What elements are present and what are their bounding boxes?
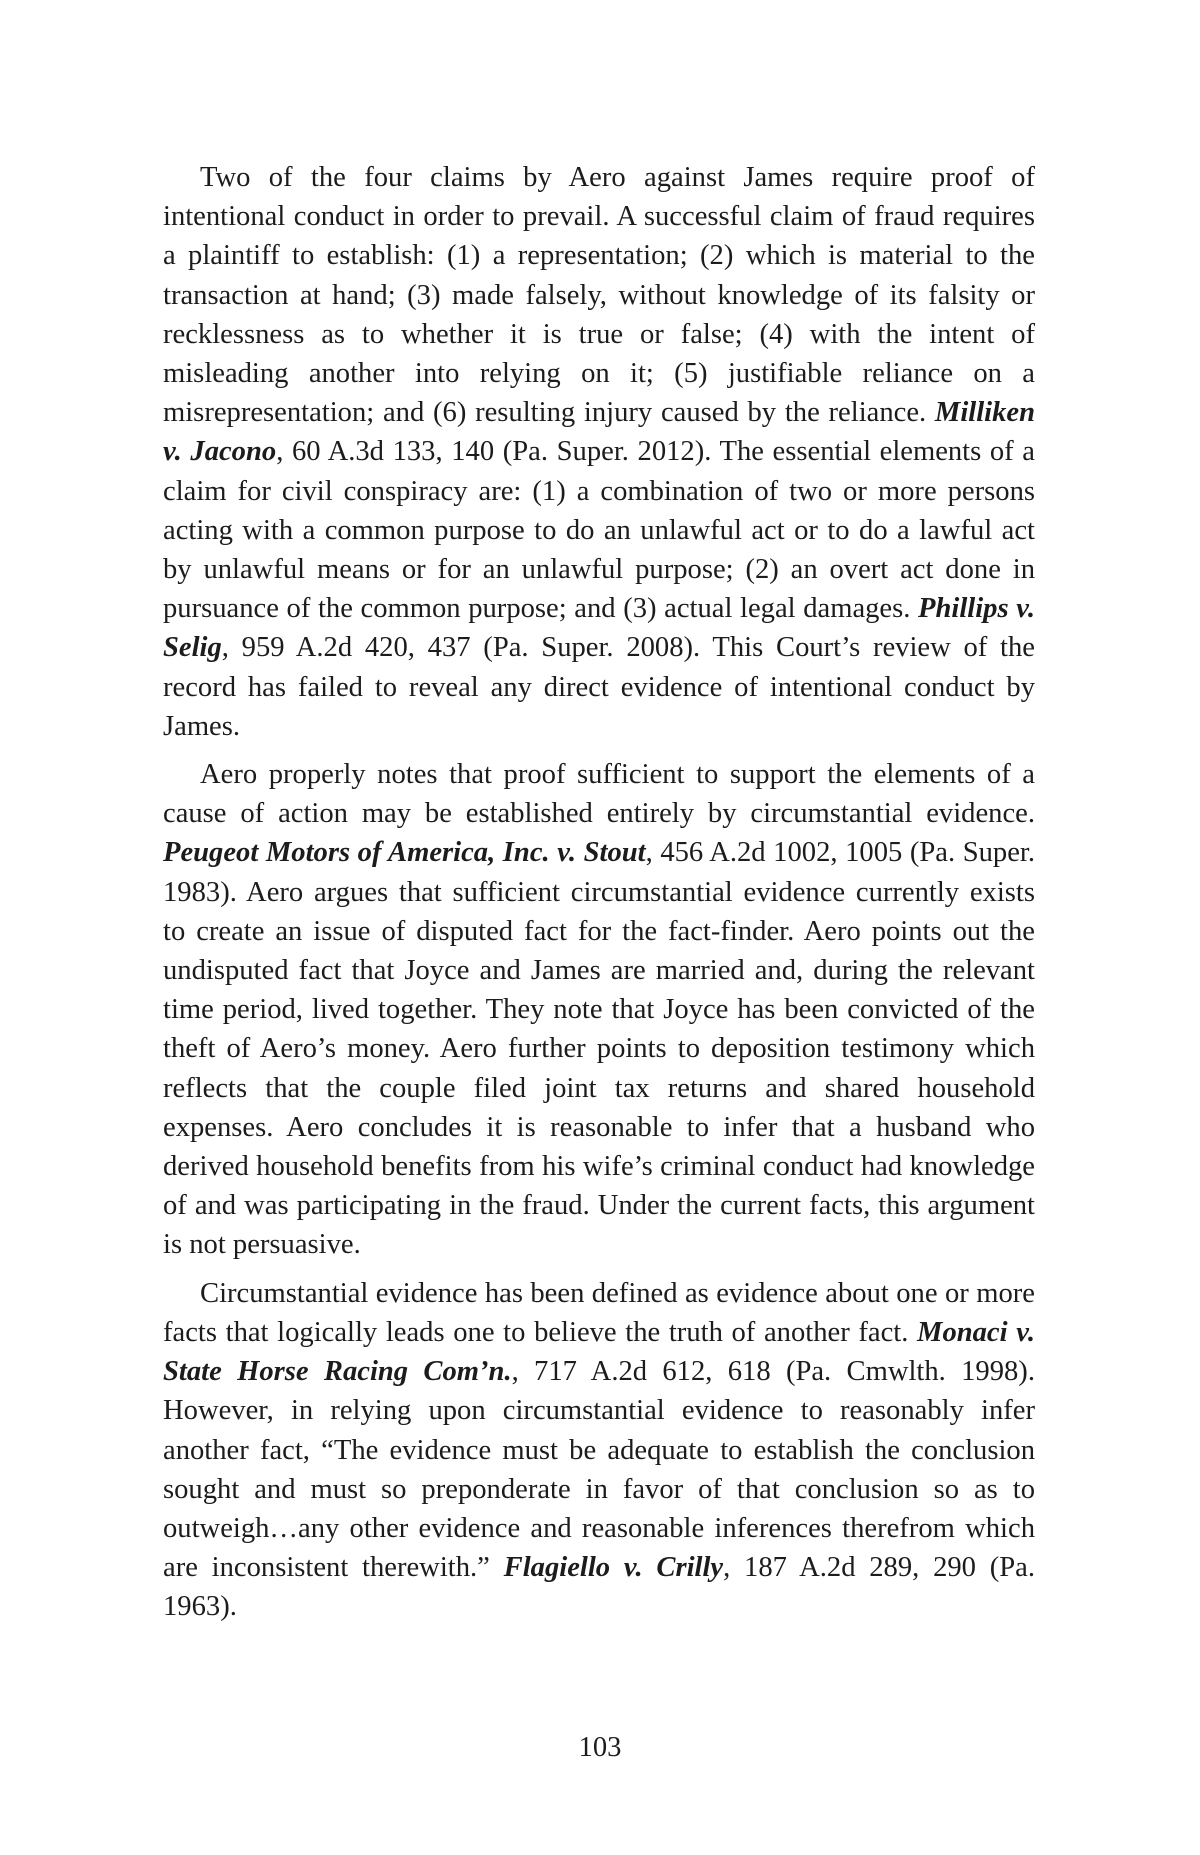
paragraph — [163, 755, 1035, 1265]
text-run: Aero properly notes that proof sufficient to support the elements of a cause of action may be established entirely by circumstantial evidence. — [163, 759, 1035, 830]
text-run: , 187 A.2d 289, 290 (Pa. 1963). — [163, 1552, 1035, 1623]
paragraph — [163, 158, 1035, 746]
case-citation: Phillips v. Selig — [163, 593, 1035, 664]
case-citation: Monaci v. State Horse Racing Com’n. — [163, 1316, 1035, 1388]
body-text — [163, 158, 1035, 1627]
text-run: Two of the four claims by Aero against James require proof of intentional conduct in order to prevail. A successful claim of fraud requires a plaintiff to establish: (1) a representation; (2) which is material to the transaction at hand; (3) made falsely, without knowledge of its falsity or recklessness as to whether it is true or false; (4) with the intent of misleading another into relying on it; (5) justifiable reliance on a misrepresentation; and (6) resulting injury caused by the reliance. — [163, 162, 1035, 429]
paragraph — [163, 1274, 1035, 1627]
text-run: , 60 A.3d 133, 140 (Pa. Super. 2012). The essential elements of a claim for civil conspiracy are: (1) a combination of two or more persons acting with a common purpose to do an unlawful act or to do a lawful act by unlawful means or for an unlawful purpose; (2) an overt act done in pursuance of the common purpose; and (3) actual legal damages. — [163, 436, 1036, 625]
case-citation: Milliken v. Jacono — [163, 397, 1035, 468]
case-citation: Flagiello v. Crilly — [503, 1552, 724, 1584]
page-number: 103 — [578, 1732, 622, 1763]
case-citation: Peugeot Motors of America, Inc. v. Stout — [163, 837, 646, 869]
text-run: Circumstantial evidence has been defined as evidence about one or more facts that logically leads one to believe the truth of another fact. — [163, 1277, 1035, 1348]
text-run: , 959 A.2d 420, 437 (Pa. Super. 2008). This Court’s review of the record has failed to reveal any direct evidence of intentional conduct by James. — [163, 632, 1035, 742]
text-run: , 456 A.2d 1002, 1005 (Pa. Super. 1983). Aero argues that sufficient circumstantial evidence currently exists to create an issue of disputed fact for the fact-finder. Aero points out the undisputed fact that Joyce and James are married and, during the relevant time period, lived together. They note that Joyce has been convicted of the theft of Aero’s money. Aero further points to deposition testimony which reflects that the couple filed joint tax returns and shared household expenses. Aero concludes it is reasonable to infer that a husband who derived household benefits from his wife’s criminal conduct had knowledge of and was participating in the fraud. Under the current facts, this argument is not persuasive. — [163, 837, 1035, 1261]
text-run: , 717 A.2d 612, 618 (Pa. Cmwlth. 1998). However, in relying upon circumstantial evidence to reasonably infer another fact, “The evidence must be adequate to establish the conclusion sought and must so preponderate in favor of that conclusion so as to outweigh…any other evidence and reasonable inferences therefrom which are inconsistent therewith.” — [163, 1356, 1035, 1584]
